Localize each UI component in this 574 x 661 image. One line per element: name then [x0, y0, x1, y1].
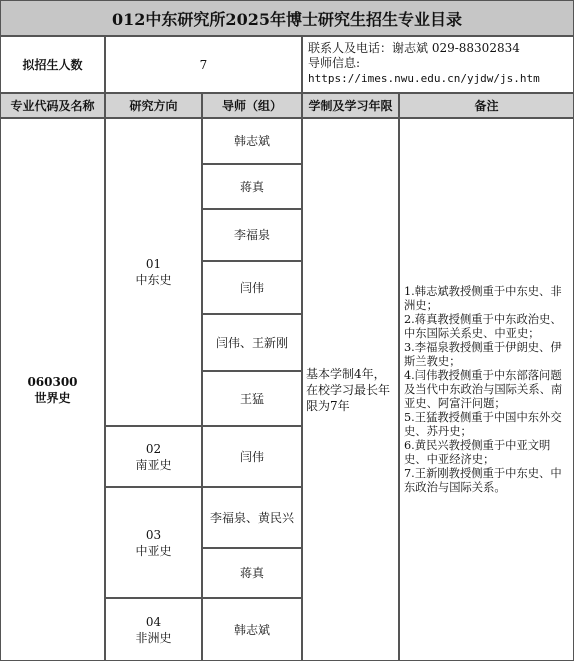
enrollment-label: 拟招生人数	[0, 36, 105, 93]
contact-info	[302, 36, 574, 93]
direction-04	[105, 598, 202, 661]
direction-code: 03	[145, 527, 162, 542]
header-direction: 研究方向	[105, 93, 202, 118]
advisor-cell: 闫伟、王新刚	[202, 314, 302, 371]
direction-03	[105, 487, 202, 598]
direction-name: 中亚史	[135, 543, 172, 558]
header-duration: 学制及学习年限	[302, 93, 399, 118]
header-advisor: 导师（组）	[202, 93, 302, 118]
direction-code: 02	[145, 441, 162, 456]
advisor-cell: 王猛	[202, 371, 302, 426]
note-item: 6.黄民兴教授侧重于中亚文明史、中亚经济史；	[404, 438, 551, 466]
advisor-cell: 韩志斌	[202, 598, 302, 661]
header-major: 专业代码及名称	[0, 93, 105, 118]
duration-text: 基本学制4年，在校学习最长年限为7年	[306, 366, 391, 413]
notes-list	[404, 285, 569, 495]
note-item: 1.韩志斌教授侧重于中东史、非洲史；	[404, 284, 562, 312]
direction-code: 04	[145, 614, 162, 629]
advisor-cell: 韩志斌	[202, 118, 302, 164]
header-notes: 备注	[399, 93, 574, 118]
notes-cell	[399, 118, 574, 661]
major-cell	[0, 118, 105, 661]
advisor-cell: 蒋真	[202, 164, 302, 209]
direction-01	[105, 118, 202, 426]
duration-cell	[302, 118, 399, 661]
note-item: 7.王新刚教授侧重于中东史、中东政治与国际关系。	[404, 466, 562, 494]
direction-02	[105, 426, 202, 487]
note-item: 3.李福泉教授侧重于伊朗史、伊斯兰教史；	[404, 340, 562, 368]
advisor-cell: 闫伟	[202, 426, 302, 487]
advisor-cell: 蒋真	[202, 548, 302, 598]
note-item: 4.闫伟教授侧重于中东部落问题及当代中东政治与国际关系、南亚史、阿富汗问题；	[404, 368, 563, 410]
direction-name: 非洲史	[135, 630, 172, 645]
major-name: 世界史	[34, 390, 71, 405]
direction-name: 南亚史	[135, 457, 172, 472]
note-item: 2.蒋真教授侧重于中东政治史、中东国际关系史、中亚史；	[404, 312, 562, 340]
advisor-cell: 李福泉	[202, 209, 302, 261]
advisor-cell: 闫伟	[202, 261, 302, 314]
direction-name: 中东史	[135, 273, 172, 287]
page-title: 012中东研究所2025年博士研究生招生专业目录	[0, 0, 574, 36]
contact-phone: 联系人及电话：谢志斌 029-88302834	[308, 41, 520, 55]
advisor-info-link[interactable]: https://imes.nwu.edu.cn/yjdw/js.htm	[308, 72, 540, 85]
advisor-info-label: 导师信息:	[308, 56, 361, 70]
direction-code: 01	[145, 257, 162, 271]
note-item: 5.王猛教授侧重于中国中东外交史、苏丹史；	[404, 410, 562, 438]
advisor-cell: 李福泉、黄民兴	[202, 487, 302, 548]
enrollment-value: 7	[105, 36, 302, 93]
major-code: 060300	[27, 374, 78, 389]
